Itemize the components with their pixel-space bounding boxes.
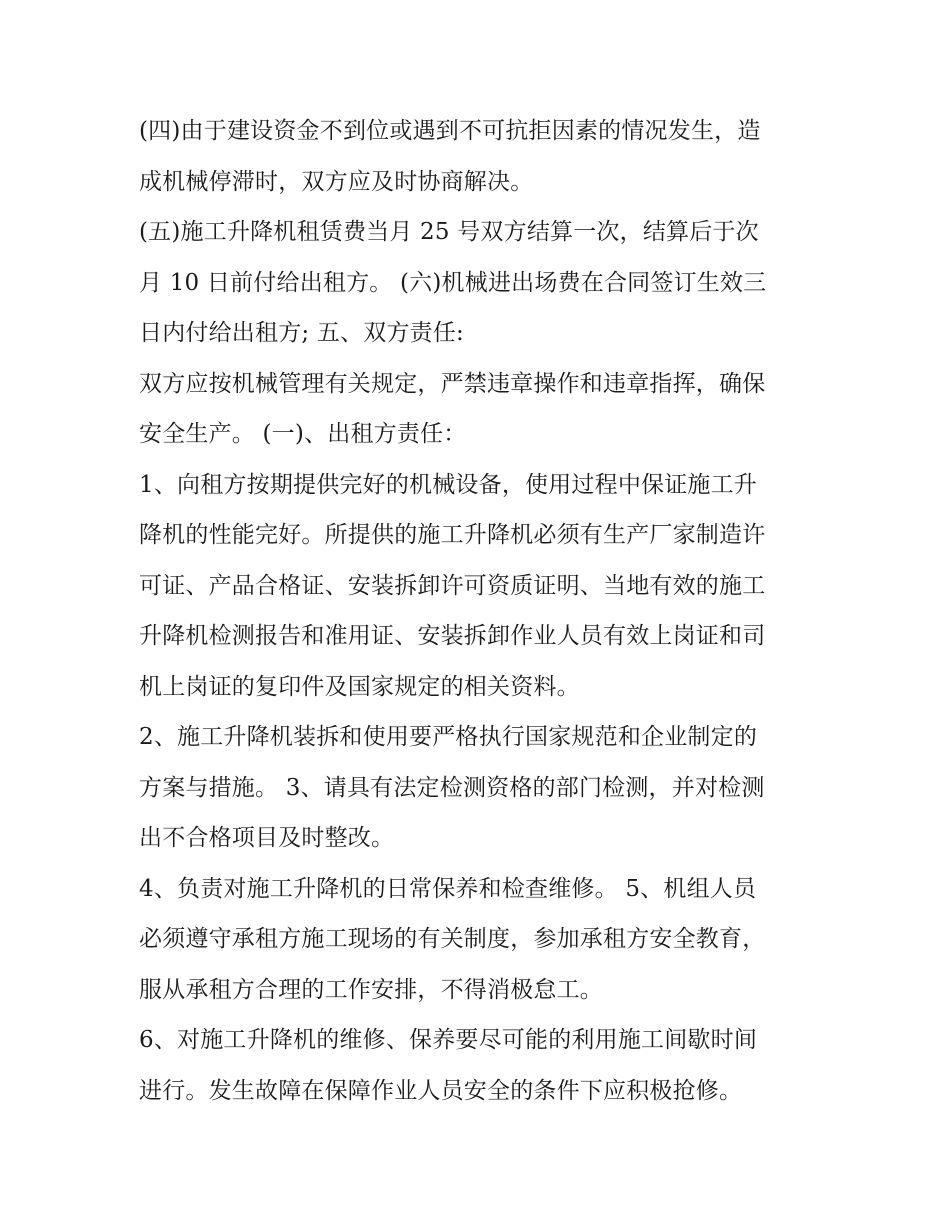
text-line: 降机的性能完好。所提供的施工升降机必须有生产厂家制造许 (139, 522, 766, 548)
text-line: 安全生产。 (一)、出租方责任： (139, 421, 467, 447)
text-line: 1、向租方按期提供完好的机械设备，使用过程中保证施工升 (139, 471, 758, 498)
text-line: 日内付给出租方; 五、双方责任: (139, 320, 465, 346)
text-line: 出不合格项目及时整改。 (139, 825, 395, 851)
text-line: 机上岗证的复印件及国家规定的相关资料。 (139, 673, 580, 700)
text-line: 方案与措施。 3、请具有法定检测资格的部门检测，并对检测 (139, 774, 765, 801)
text-line: 升降机检测报告和准用证、安装拆卸作业人员有效上岗证和司 (139, 623, 766, 649)
text-line: 进行。发生故障在保障作业人员安全的条件下应积极抢修。 (139, 1077, 743, 1104)
text-line: 4、负责对施工升降机的日常保养和检查维修。 5、机组人员 (139, 875, 757, 902)
text-line: 2、施工升降机装拆和使用要严格执行国家规范和企业制定的 (139, 724, 758, 750)
text-line: 可证、产品合格证、安装拆卸许可资质证明、当地有效的施工 (139, 572, 766, 599)
text-line: (四)由于建设资金不到位或遇到不可抗拒因素的情况发生，造 (139, 118, 761, 144)
text-line: 成机械停滞时，双方应及时协商解决。 (139, 168, 534, 195)
text-line: (五)施工升降机租赁费当月 25 号双方结算一次，结算后于次 (139, 219, 759, 245)
text-line: 月 10 日前付给出租方。 (六)机械进出场费在合同签订生效三 (139, 269, 767, 296)
text-line: 双方应按机械管理有关规定，严禁违章操作和违章指挥，确保 (139, 370, 766, 397)
document-body (139, 106, 829, 1116)
text-line: 必须遵守承租方施工现场的有关制度，参加承租方安全教育， (139, 926, 766, 952)
text-line: 6、对施工升降机的维修、保养要尽可能的利用施工间歇时间 (139, 1027, 758, 1053)
text-line: 服从承租方合理的工作安排，不得消极怠工。 (139, 976, 603, 1003)
